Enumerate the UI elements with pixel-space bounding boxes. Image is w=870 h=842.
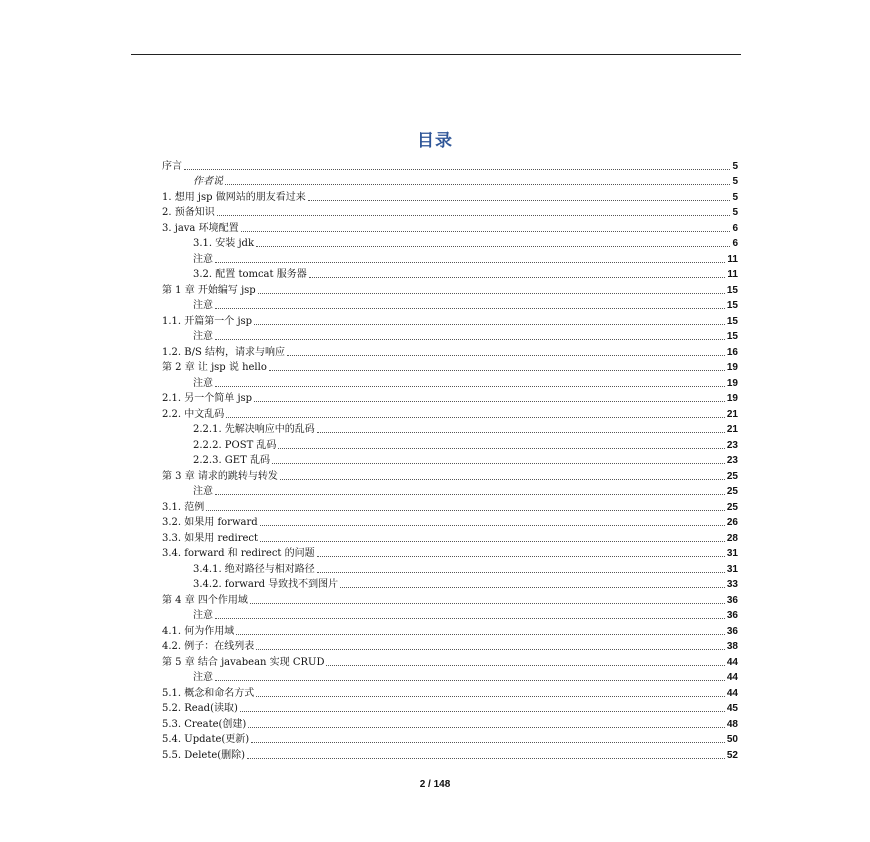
toc-dot-leader <box>317 432 725 433</box>
toc-entry-label: 3.4.2. forward 导致找不到图片 <box>193 579 339 590</box>
toc-entry-label: 注意 <box>193 610 213 621</box>
toc-dot-leader <box>215 308 725 309</box>
toc-entry-page: 5 <box>732 191 738 203</box>
toc-entry[interactable] <box>162 173 738 189</box>
toc-dot-leader <box>215 618 725 619</box>
toc-dot-leader <box>287 355 725 356</box>
toc-dot-leader <box>260 541 725 542</box>
toc-entry[interactable] <box>162 219 738 235</box>
toc-entry-label: 2.2.3. GET 乱码 <box>193 455 270 466</box>
toc-dot-leader <box>251 742 725 743</box>
toc-dot-leader <box>256 649 725 650</box>
toc-entry-label: 注意 <box>193 672 213 683</box>
toc-dot-leader <box>256 246 730 247</box>
toc-entry-label: 3. java 环境配置 <box>162 222 239 234</box>
toc-entry[interactable] <box>162 715 738 731</box>
toc-dot-leader <box>215 262 725 263</box>
toc-entry[interactable] <box>162 545 738 561</box>
toc-entry[interactable] <box>162 281 738 297</box>
toc-entry-page: 31 <box>726 548 738 559</box>
toc-entry[interactable] <box>162 467 738 483</box>
toc-entry-label: 第 5 章 结合 javabean 实现 CRUD <box>162 656 325 668</box>
toc-entry[interactable] <box>162 514 738 530</box>
toc-dot-leader <box>226 417 725 418</box>
toc-entry-label: 2. 预备知识 <box>162 207 215 218</box>
toc-entry[interactable] <box>162 700 738 716</box>
toc-entry-page: 5 <box>732 160 738 172</box>
toc-entry[interactable] <box>162 560 738 576</box>
toc-entry-label: 5.3. Create(创建) <box>162 718 247 730</box>
toc-entry[interactable] <box>162 374 738 390</box>
toc-dot-leader <box>308 200 731 201</box>
toc-dot-leader <box>317 572 725 573</box>
toc-entry[interactable] <box>162 622 738 638</box>
toc-dot-leader <box>254 324 725 325</box>
toc-entry-page: 25 <box>726 486 738 497</box>
toc-entry-page: 45 <box>726 703 738 714</box>
toc-dot-leader <box>254 401 725 402</box>
toc-entry-page: 28 <box>726 532 738 544</box>
toc-dot-leader <box>309 277 726 278</box>
toc-dot-leader <box>184 169 730 170</box>
toc-entry[interactable] <box>162 653 738 669</box>
toc-entry-label: 2.2.1. 先解决响应中的乱码 <box>193 424 315 435</box>
toc-entry-label: 3.3. 如果用 redirect <box>162 532 259 544</box>
toc-entry-page: 48 <box>726 718 738 730</box>
toc-entry-label: 5.5. Delete(删除) <box>162 749 246 761</box>
toc-entry[interactable] <box>162 297 738 313</box>
toc-dot-leader <box>215 680 725 681</box>
toc-dot-leader <box>215 494 725 495</box>
toc-entry[interactable] <box>162 576 738 592</box>
toc-entry-page: 16 <box>726 346 738 358</box>
toc-entry-label: 3.4. forward 和 redirect 的问题 <box>162 548 315 559</box>
toc-entry[interactable] <box>162 235 738 251</box>
toc-dot-leader <box>280 479 725 480</box>
toc-entry[interactable] <box>162 266 738 282</box>
toc-dot-leader <box>272 463 725 464</box>
toc-entry-page: 38 <box>726 641 738 652</box>
toc-entry[interactable] <box>162 591 738 607</box>
toc-entry[interactable] <box>162 498 738 514</box>
toc-entry-label: 作者说 <box>193 176 223 187</box>
toc-title: 目录 <box>417 131 453 151</box>
toc-entry-page: 36 <box>726 594 738 606</box>
toc-entry-page: 5 <box>732 207 738 218</box>
header-rule <box>131 54 741 55</box>
toc-entry-page: 15 <box>726 315 738 327</box>
toc-entry-page: 11 <box>727 269 738 280</box>
toc-dot-leader <box>258 293 725 294</box>
toc-entry[interactable] <box>162 328 738 344</box>
page-number-footer: 2 / 148 <box>419 779 451 790</box>
toc-entry-label: 4.2. 例子：在线列表 <box>162 641 255 652</box>
toc-entry-label: 序言 <box>162 160 182 172</box>
toc-entry-label: 1. 想用 jsp 做网站的朋友看过来 <box>162 191 306 203</box>
toc-entry[interactable] <box>162 421 738 437</box>
toc-entry-page: 44 <box>726 656 738 668</box>
toc-entry[interactable] <box>162 529 738 545</box>
toc-entry[interactable] <box>162 250 738 266</box>
toc-entry-page: 19 <box>726 362 738 373</box>
toc-entry-label: 3.1. 安装 jdk <box>193 238 255 249</box>
toc-entry-label: 5.2. Read(读取) <box>162 703 238 714</box>
toc-entry-label: 5.1. 概念和命名方式 <box>162 687 255 699</box>
toc-entry[interactable] <box>162 452 738 468</box>
toc-entry-page: 15 <box>726 331 738 342</box>
toc-entry-label: 注意 <box>193 300 213 311</box>
toc-entry-label: 第 4 章 四个作用域 <box>162 594 248 606</box>
toc-entry-page: 6 <box>732 222 738 234</box>
toc-entry-page: 25 <box>726 470 738 482</box>
toc-entry-page: 15 <box>726 284 738 296</box>
toc-entry-label: 2.1. 另一个简单 jsp <box>162 393 253 404</box>
toc-entry[interactable] <box>162 204 738 220</box>
toc-entry-page: 19 <box>726 377 738 389</box>
toc-entry[interactable] <box>162 312 738 328</box>
toc-entry-label: 注意 <box>193 331 213 342</box>
toc-dot-leader <box>248 727 725 728</box>
toc-entry-label: 3.4.1. 绝对路径与相对路径 <box>193 563 315 575</box>
toc-entry-page: 23 <box>726 439 738 451</box>
toc-entry-page: 6 <box>732 238 738 249</box>
toc-dot-leader <box>215 339 725 340</box>
toc-entry[interactable] <box>162 483 738 499</box>
toc-entry-label: 注意 <box>193 253 213 265</box>
toc-entry[interactable] <box>162 731 738 747</box>
toc-entry-page: 25 <box>726 501 738 513</box>
toc-entry-page: 36 <box>726 625 738 637</box>
toc-entry-label: 1.1. 开篇第一个 jsp <box>162 315 253 327</box>
toc-entry-page: 44 <box>726 687 738 699</box>
toc-dot-leader <box>247 758 725 759</box>
toc-entry-page: 15 <box>726 300 738 311</box>
toc-dot-leader <box>225 184 730 185</box>
toc-dot-leader <box>317 556 725 557</box>
toc-dot-leader <box>241 231 731 232</box>
toc-dot-leader <box>256 696 725 697</box>
toc-entry-label: 5.4. Update(更新) <box>162 734 250 745</box>
toc-entry[interactable] <box>162 390 738 406</box>
toc-entry[interactable] <box>162 359 738 375</box>
toc-entry-page: 21 <box>726 408 738 420</box>
toc-entry[interactable] <box>162 405 738 421</box>
toc-entry-label: 3.2. 如果用 forward <box>162 517 258 528</box>
toc-entry-label: 1.2. B/S 结构，请求与响应 <box>162 346 286 358</box>
toc-entry[interactable] <box>162 638 738 654</box>
toc-entry-page: 5 <box>732 176 738 187</box>
toc-dot-leader <box>340 587 725 588</box>
toc-entry-page: 23 <box>726 455 738 466</box>
toc-entry-page: 36 <box>726 610 738 621</box>
toc-entry[interactable] <box>162 157 738 173</box>
toc-entry-page: 11 <box>727 253 738 265</box>
toc-entry[interactable] <box>162 436 738 452</box>
toc-entry-page: 52 <box>726 749 738 761</box>
toc-entry-page: 31 <box>726 563 738 575</box>
toc-dot-leader <box>326 665 724 666</box>
toc-entry-label: 3.1. 范例 <box>162 501 205 513</box>
toc-dot-leader <box>278 448 724 449</box>
toc-entry[interactable] <box>162 607 738 623</box>
toc-entry-label: 注意 <box>193 377 213 389</box>
toc-dot-leader <box>215 386 725 387</box>
toc-entry[interactable] <box>162 669 738 685</box>
toc-entry-label: 4.1. 何为作用域 <box>162 625 235 637</box>
toc-entry-page: 26 <box>726 517 738 528</box>
toc-entry-label: 2.2.2. POST 乱码 <box>193 439 277 451</box>
toc-entry-label: 第 3 章 请求的跳转与转发 <box>162 470 278 482</box>
toc-dot-leader <box>236 634 725 635</box>
toc-entry[interactable] <box>162 188 738 204</box>
toc-entry-label: 第 2 章 让 jsp 说 hello <box>162 362 267 373</box>
toc-entry-page: 33 <box>726 579 738 590</box>
toc-entry-label: 3.2. 配置 tomcat 服务器 <box>193 269 307 280</box>
toc-dot-leader <box>240 711 725 712</box>
toc-entry-page: 50 <box>726 734 738 745</box>
toc-dot-leader <box>260 525 725 526</box>
toc-entry-page: 19 <box>726 393 738 404</box>
toc-dot-leader <box>269 370 725 371</box>
toc-entry-page: 21 <box>726 424 738 435</box>
toc-list <box>162 157 738 762</box>
toc-dot-leader <box>250 603 725 604</box>
toc-entry[interactable] <box>162 343 738 359</box>
toc-entry-label: 2.2. 中文乱码 <box>162 408 225 420</box>
toc-entry[interactable] <box>162 684 738 700</box>
toc-entry[interactable] <box>162 746 738 762</box>
toc-entry-label: 注意 <box>193 486 213 497</box>
toc-entry-label: 第 1 章 开始编写 jsp <box>162 284 256 296</box>
toc-dot-leader <box>217 215 731 216</box>
toc-entry-page: 44 <box>726 672 738 683</box>
toc-dot-leader <box>206 510 725 511</box>
